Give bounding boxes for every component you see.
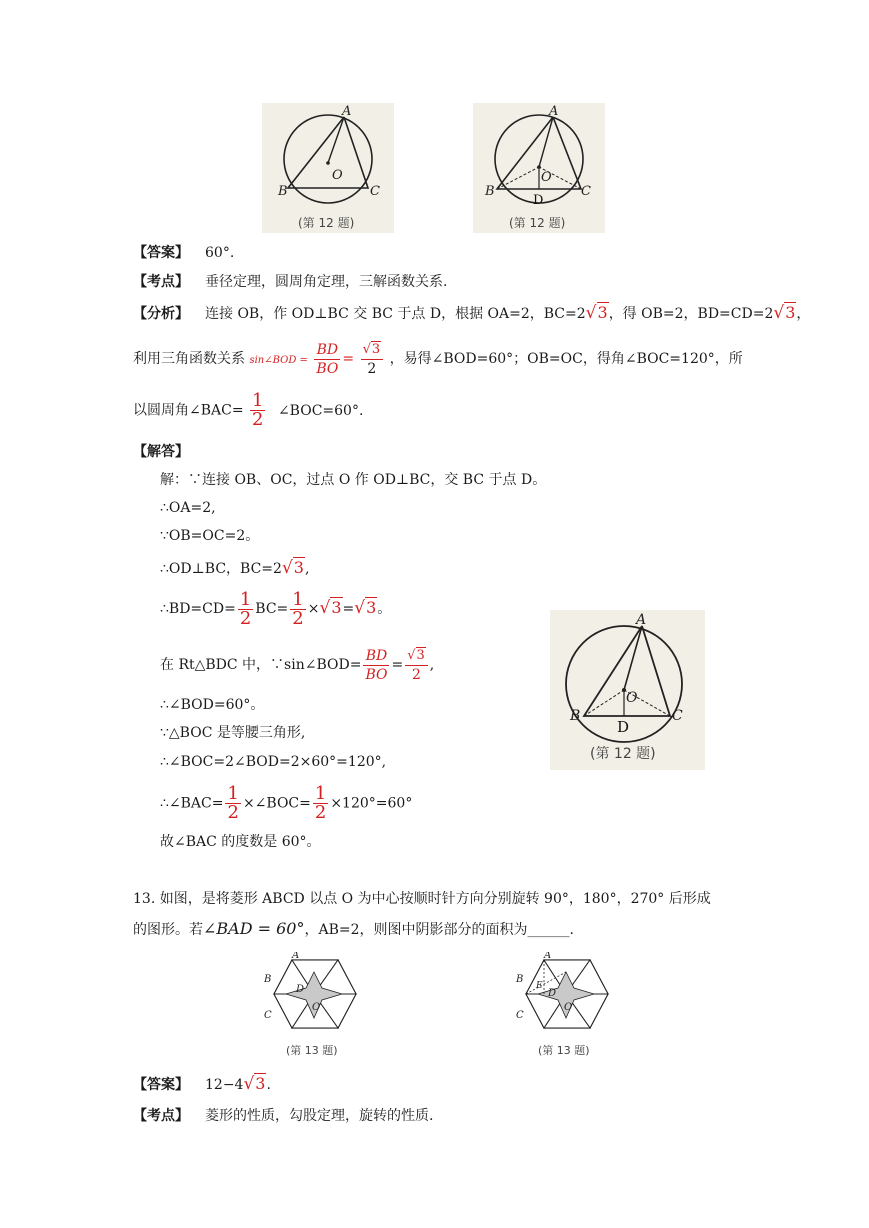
figure-13-right [514, 952, 614, 1062]
q12-step-7: ∴∠BOD=60°。 [160, 697, 265, 713]
sqrt-3: √3 [773, 303, 796, 323]
q12-step-8: ∵△BOC 是等腰三角形, [160, 725, 306, 741]
svg-text:C: C [672, 708, 683, 724]
svg-text:A: A [544, 952, 552, 961]
q12-step-11: 故∠BAC 的度数是 60°。 [160, 834, 321, 850]
q12-step-9: ∴∠BOC=2∠BOD=2×60°=120°, [160, 754, 387, 770]
q12-step-4: ∴OD⊥BC，BC=2√3, [160, 558, 310, 578]
q12-step-2: ∴OA=2, [160, 500, 216, 516]
svg-text:O: O [626, 690, 638, 706]
svg-text:C: C [516, 1010, 524, 1021]
svg-text:D: D [533, 193, 544, 208]
svg-text:C: C [264, 1010, 272, 1021]
fraction-1-2: $\frac{1}{2}$ [252, 390, 264, 430]
q12-step-6: 在 Rt△BDC 中，∵sin∠BOD= $\frac{BD}{BO}$ = $\frac{√3}{2}$ , [160, 647, 435, 683]
svg-text:(第 12 题): (第 12 题) [590, 746, 656, 762]
svg-text:A: A [292, 952, 300, 961]
q12-jieda-tag: 【解答】 [133, 444, 189, 460]
figure-12-right [473, 103, 605, 233]
svg-text:O: O [564, 1002, 573, 1013]
svg-text:A: A [636, 612, 647, 628]
q12-step-1: 解：∵连接 OB、OC，过点 O 作 OD⊥BC，交 BC 于点 D。 [160, 472, 547, 488]
svg-text:(第 13 题): (第 13 题) [286, 1044, 338, 1057]
q12-step-5: ∴BD=CD= $\frac{1}{2}$ BC= $\frac{1}{2}$ ×√3=√3。 [160, 588, 392, 629]
svg-text:A: A [549, 104, 559, 119]
q12-fenxi-line1: 【分析】 连接 OB，作 OD⊥BC 交 BC 于点 D，根据 OA=2，BC=2√3，得 OB=2，BD=CD=2√3， [133, 303, 811, 323]
svg-text:(第 12 题): (第 12 题) [509, 216, 566, 230]
figure-12-left [262, 103, 394, 233]
figure-12-large [550, 610, 705, 770]
fraction-sqrt3-2: $\frac{√3}{2}$ [361, 340, 384, 378]
svg-text:B: B [485, 184, 495, 199]
q12-kaodian: 【考点】 垂径定理，圆周角定理，三解函数关系. [133, 274, 448, 290]
svg-text:B: B [570, 708, 581, 724]
q12-step-3: ∵OB=OC=2。 [160, 528, 260, 544]
svg-text:O: O [312, 1002, 321, 1013]
q13-line2: 的图形。若∠BAD = 60°，AB=2，则图中阴影部分的面积为______. [133, 919, 574, 938]
svg-text:B: B [278, 184, 288, 199]
q12-fenxi-line3: 以圆周角∠BAC= $\frac{1}{2}$ ∠BOC=60°. [133, 390, 364, 430]
svg-text:B: B [516, 974, 524, 985]
q12-step-10: ∴∠BAC= $\frac{1}{2}$ ×∠BOC= $\frac{1}{2}$ ×120°=60° [160, 783, 413, 823]
q13-line1: 13. 如图，是将菱形 ABCD 以点 O 为中心按顺时针方向分别旋转 90°，180°，270° 后形成 [133, 891, 711, 907]
svg-text:B: B [264, 974, 272, 985]
svg-text:C: C [370, 184, 380, 199]
q12-fenxi-line2: 利用三角函数关系 sin∠BOD = $\frac{BD}{BO}$ = $\frac{√3}{2}$ ，易得∠BOD=60°；OB=OC，得角∠BOC=120°，所 [133, 341, 743, 377]
q13-answer: 【答案】 12−4√3. [133, 1074, 271, 1094]
svg-text:D: D [617, 718, 630, 736]
sqrt-3: √3 [585, 303, 608, 323]
svg-text:D: D [548, 988, 557, 999]
svg-text:(第 13 题): (第 13 题) [538, 1044, 590, 1057]
svg-text:O: O [541, 170, 552, 185]
svg-text:D: D [296, 984, 305, 995]
q13-kaodian: 【考点】 菱形的性质，勾股定理，旋转的性质. [133, 1108, 434, 1124]
svg-text:E: E [536, 981, 543, 991]
svg-text:(第 12 题): (第 12 题) [298, 216, 355, 230]
figure-13-left [262, 952, 362, 1062]
q12-answer: 【答案】 60°. [133, 245, 235, 261]
svg-text:A: A [342, 104, 352, 119]
svg-text:C: C [581, 184, 591, 199]
svg-text:O: O [332, 168, 343, 183]
fraction-bd-bo: $\frac{BD}{BO}$ [316, 341, 339, 377]
